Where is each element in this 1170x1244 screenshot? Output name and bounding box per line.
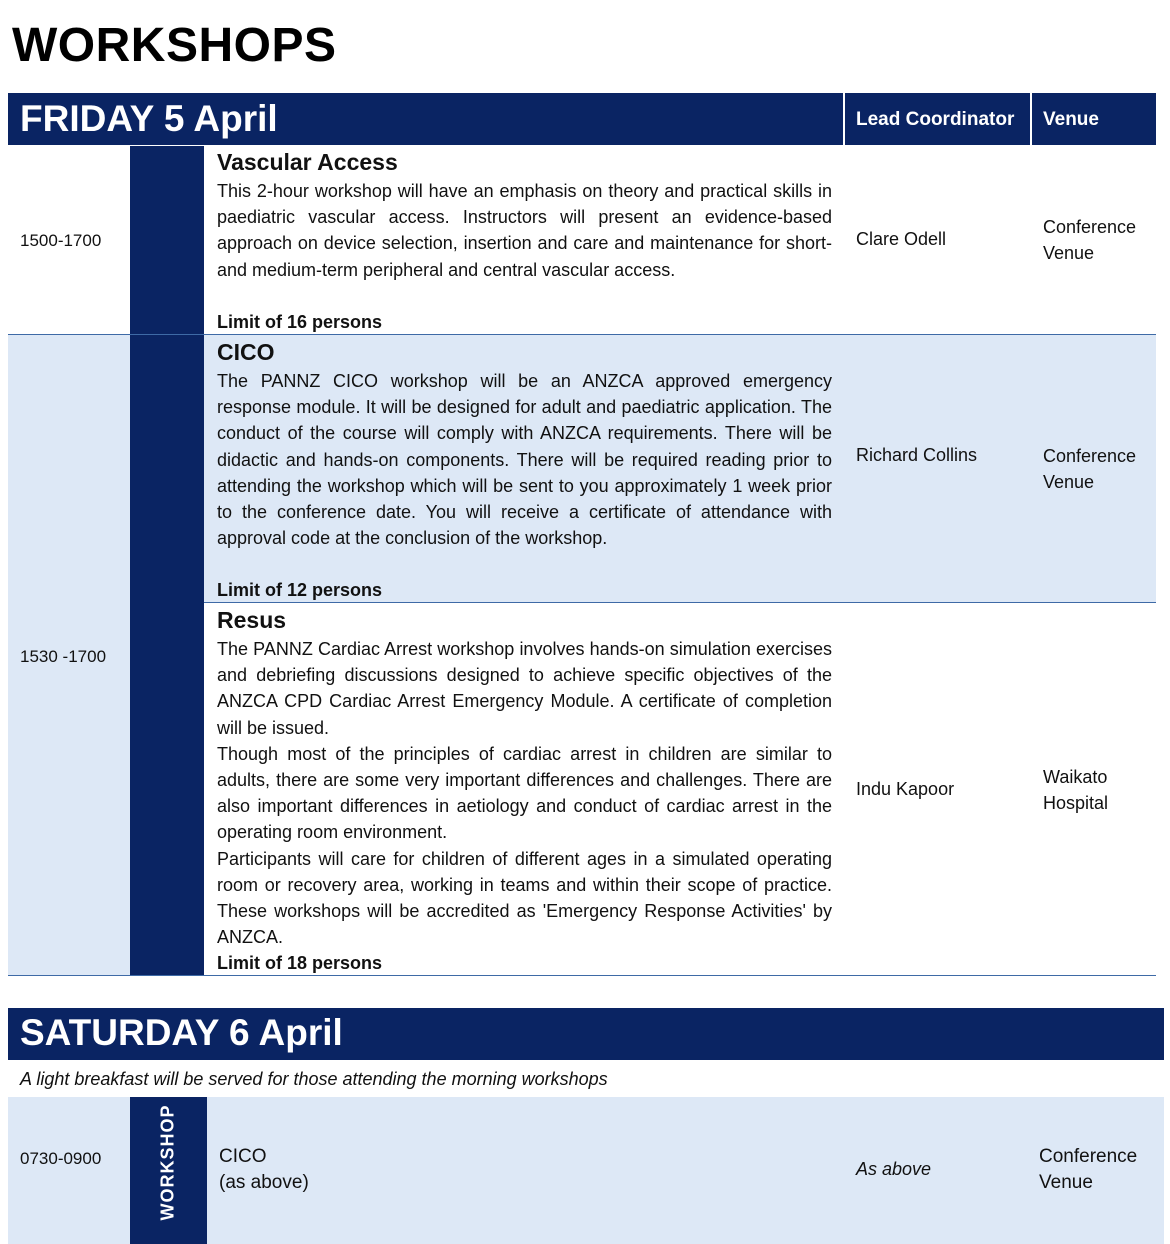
venue-line: Conference [1043,446,1137,466]
saturday-heading: SATURDAY 6 April [20,1012,343,1053]
venue-header: Venue [1043,109,1099,130]
workshop-side-bar [130,335,204,975]
header-divider [1030,93,1032,145]
venue [1043,443,1163,495]
header-divider [843,93,845,145]
venue-line: Hospital [1043,793,1109,813]
workshop-side-bar [130,146,204,335]
workshop-description [217,636,832,950]
lead-coordinator: As above [856,1159,932,1179]
workshop-title: Vascular Access [217,149,398,175]
title-line: CICO [219,1146,267,1167]
venue [1043,764,1163,816]
venue-line: Conference [1039,1146,1138,1167]
title-line: (as above) [219,1172,309,1193]
workshop-limit: Limit of 16 persons [217,312,383,332]
workshop-title: CICO [217,339,275,365]
workshop-limit: Limit of 12 persons [217,580,383,600]
page-title: WORKSHOPS [12,19,337,72]
workshop-limit: Limit of 18 persons [217,953,383,973]
description-paragraph: Though most of the principles of cardiac arrest in children are similar to adults, there are some very important differences and challenges. There are also important differences in aetiology and conduct of cardiac arrest in the operating room environment. [217,743,832,843]
venue-line: Venue [1039,1172,1093,1193]
workshop-description: This 2-hour workshop will have an emphasis on theory and practical skills in paediatric vascular access. Instructors will present an evidence-based approach on device selection, insertion and care and maintenance for short- and medium-term peripheral and central vascular access. [217,181,832,280]
venue-line: Venue [1043,472,1095,492]
lead-coordinator: Indu Kapoor [856,779,955,799]
workshop-vertical-label: WORKSHOP [157,1104,178,1221]
lead-coordinator-header: Lead Coordinator [856,109,1015,130]
session-time: 1500-1700 [20,231,102,250]
saturday-note: A light breakfast will be served for those attending the morning workshops [20,1069,608,1089]
workshop-title: Resus [217,607,287,633]
lead-coordinator: Richard Collins [856,445,978,465]
venue [1039,1144,1137,1196]
lead-coordinator: Clare Odell [856,229,947,249]
venue [1043,214,1163,266]
workshop-description: The PANNZ CICO workshop will be an ANZCA approved emergency response module. It will be designed for adult and paediatric application. The conduct of the course will comply with ANZCA requirements. There will be didactic and hands-on components. There will be required reading prior to attending the workshop which will be sent to you approximately 1 week prior to the conference date. You will receive a certificate of attendance with approval code at the conclusion of the workshop. [217,371,832,549]
venue-line: Waikato [1043,767,1108,787]
row-divider [8,975,1156,976]
session-time: 1530 -1700 [20,647,107,666]
description-paragraph: Participants will care for children of different ages in a simulated operating room or recovery area, working in teams and within their scope of practice. These workshops will be accredited as 'Emergency Response Activities' by ANZCA. [217,848,832,948]
venue-line: Conference [1043,217,1137,237]
venue-line: Venue [1043,243,1095,263]
friday-heading: FRIDAY 5 April [20,98,278,139]
description-paragraph: The PANNZ Cardiac Arrest workshop involves hands-on simulation exercises and debriefing discussions designed to achieve specific objectives of the ANZCA CPD Cardiac Arrest Emergency Module. A certificate of completion will be issued. [217,639,832,738]
session-time: 0730-0900 [20,1149,102,1168]
workshop-title [219,1144,309,1196]
